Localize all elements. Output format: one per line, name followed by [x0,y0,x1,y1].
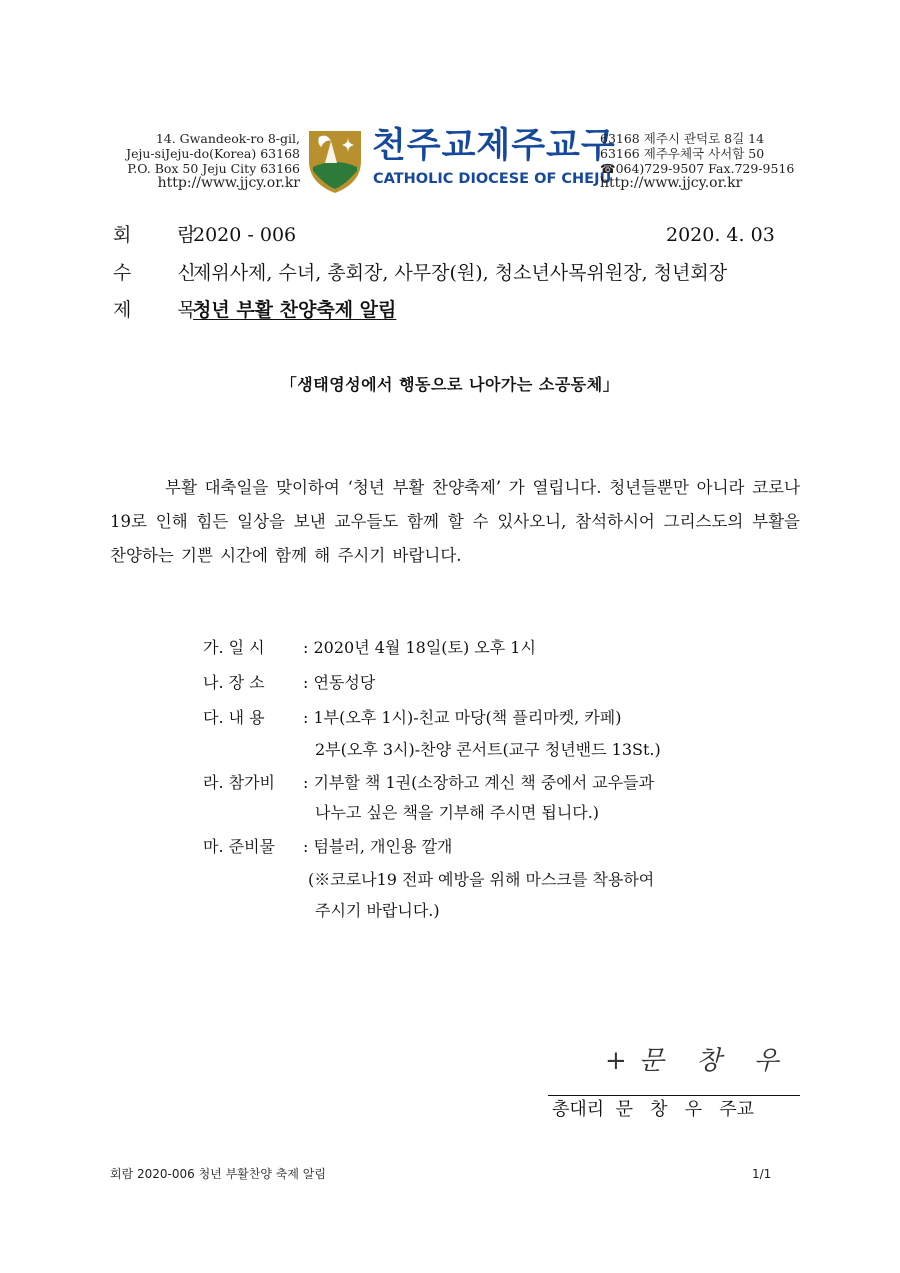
subject-title: 청년 부활 찬양축제 알림 [193,299,397,321]
detail-date-label: 가. 일 시 [203,638,265,657]
footer-page-number: 1/1 [752,1167,772,1181]
detail-content-label: 다. 내 용 [203,708,265,727]
diocese-name-english: CATHOLIC DIOCESE OF CHEJU [373,171,612,187]
diocese-logo-icon [305,127,365,195]
detail-content-value-2: 2부(오후 3시)-찬양 콘서트(교구 청년밴드 13St.) [315,740,661,759]
detail-fee-value-1: : 기부할 책 1권(소장하고 계신 책 중에서 교우들과 [303,773,655,792]
address-line: P.O. Box 50 Jeju City 63166 [127,161,300,176]
contact-line: ☎064)729-9507 Fax.729-9516 [600,161,795,176]
signer-name: 총대리 문 창 우 주교 [552,1099,755,1120]
footer-document-title: 회람 2020-006 청년 부활찬양 축제 알림 [110,1167,326,1181]
document-date: 2020. 4. 03 [666,224,775,246]
detail-prep-value: : 텀블러, 개인용 깔개 [303,837,453,856]
announcement-body: 부활 대축일을 맞이하여 ‘청년 부활 찬양축제’ 가 열립니다. 청년들뿐만 아니라 코로나19로 인해 힘든 일상을 보낸 교우들도 함께 할 수 있사오니, 참석하시어 그리스도의 부활을 찬양하는 기쁜 시간에 함께 해 주시기 바랍니다. [110,478,800,565]
detail-prep-label: 마. 준비물 [203,837,275,856]
letterhead-address-english [108,131,300,191]
address-line: Jeju-siJeju-do(Korea) 63168 [126,146,300,161]
detail-place-label: 나. 장 소 [203,673,265,692]
subject-label: 제 목 [113,299,216,321]
detail-content-value-1: : 1부(오후 1시)-친교 마당(책 플리마켓, 카페) [303,708,622,727]
website-link[interactable]: http://www.jjcy.or.kr [157,175,300,191]
recipients-label: 수 신 [113,262,216,284]
detail-fee-label: 라. 참가비 [203,773,275,792]
letterhead-address-korean [600,131,800,191]
detail-date-value: : 2020년 4월 18일(토) 오후 1시 [303,638,536,657]
detail-prep-note-1: (※코로나19 전파 예방을 위해 마스크를 착용하여 [308,870,655,889]
signature-divider [548,1095,800,1096]
handwritten-signature: +문 창 우 [605,1046,791,1076]
address-line: 63166 제주우체국 사서함 50 [600,146,765,161]
address-line: 14. Gwandeok-ro 8-gil, [155,131,300,146]
detail-place-value: : 연동성당 [303,673,376,692]
detail-prep-note-2: 주시기 바랍니다.) [315,901,440,920]
detail-fee-value-2: 나누고 싶은 책을 기부해 주시면 됩니다.) [315,803,600,822]
recipients-list: 제위사제, 수녀, 총회장, 사무장(원), 청소년사목위원장, 청년회장 [193,262,728,284]
diocese-name-korean: 천주교제주교구 [372,126,616,166]
website-link[interactable]: http://www.jjcy.or.kr [600,175,743,191]
circular-number: 2020 - 006 [193,224,297,246]
address-line: 63168 제주시 관덕로 8길 14 [600,131,765,146]
circular-label: 회 람 [113,224,216,246]
pastoral-motto: 「생태영성에서 행동으로 나아가는 소공동체」 [280,375,620,394]
